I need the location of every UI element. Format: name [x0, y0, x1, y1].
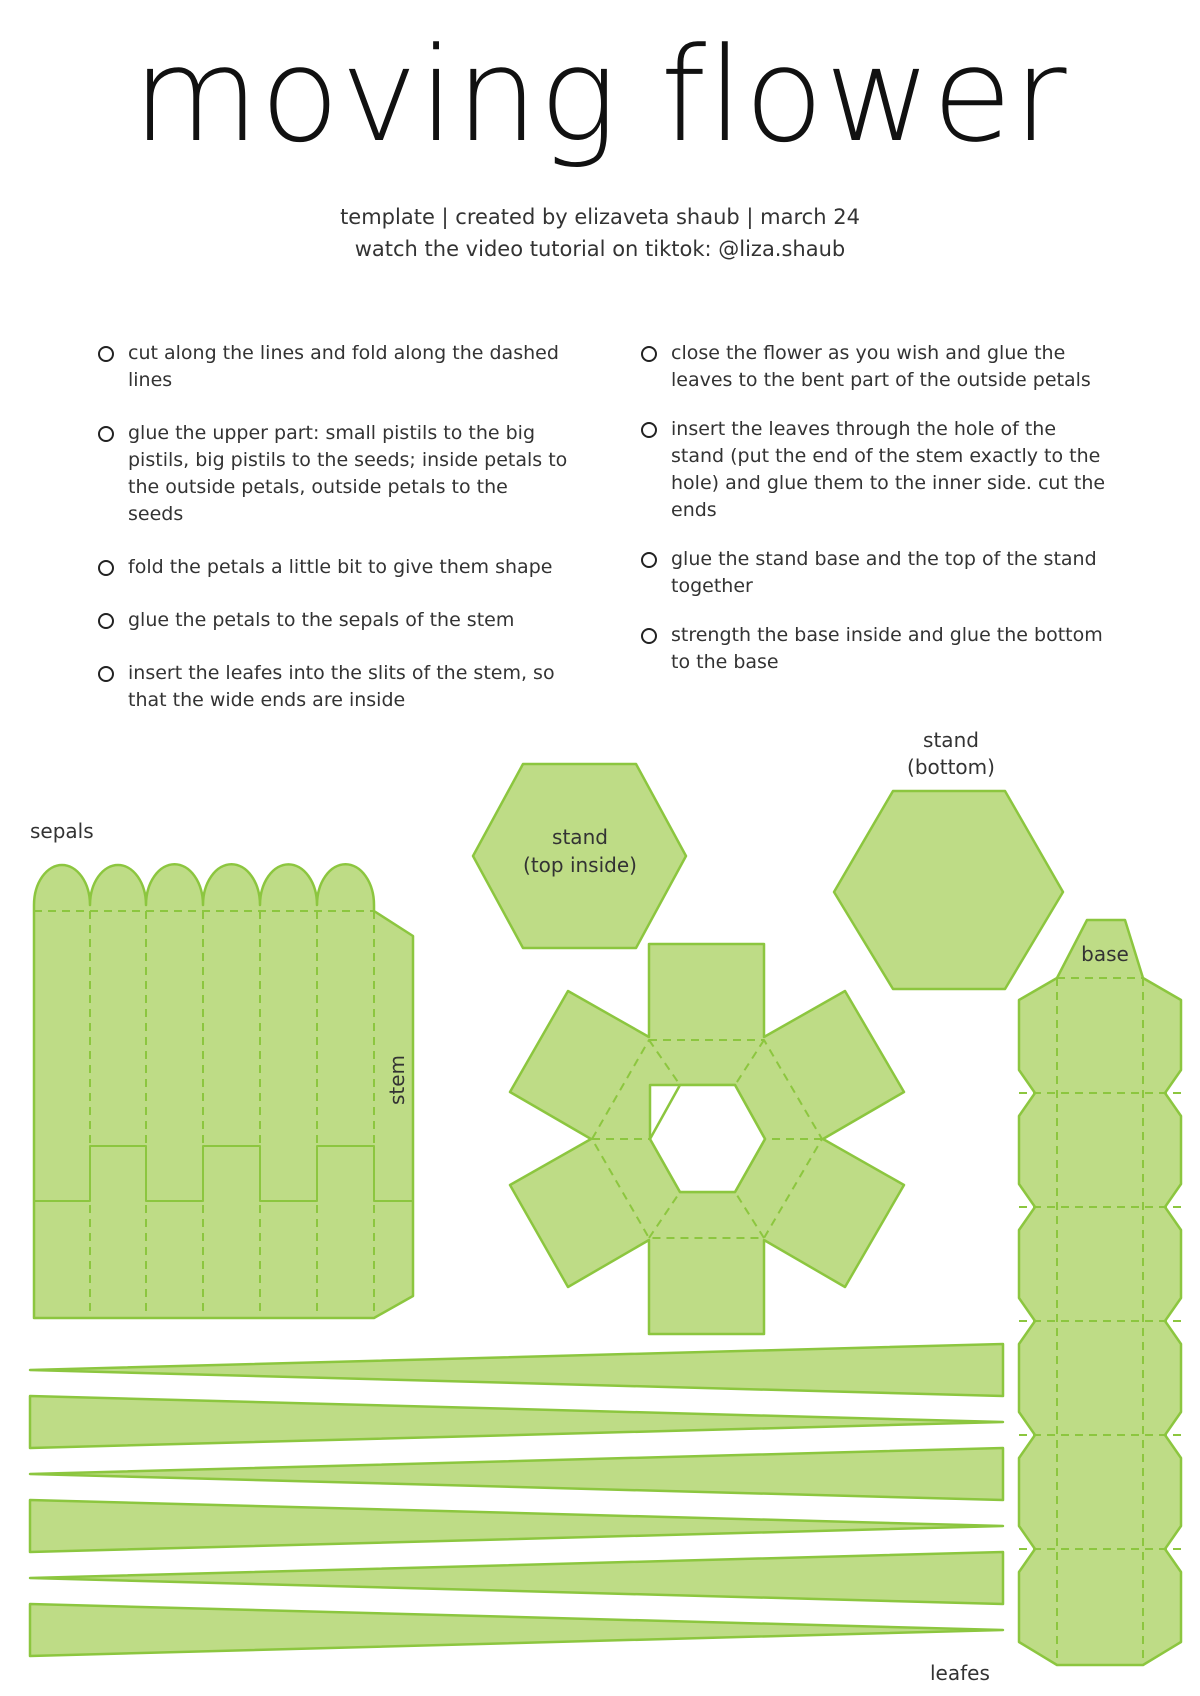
tutorial-note: watch the video tutorial on tiktok: @liza.shaub [354, 237, 846, 261]
step-4: glue the petals to the sepals of the stem [98, 607, 568, 634]
step-8: glue the stand base and the top of the stand together [641, 546, 1111, 600]
leaves-group [30, 1344, 1003, 1656]
leaf [30, 1448, 1003, 1500]
leaf [30, 1344, 1003, 1396]
label-stem: stem [385, 1054, 409, 1106]
stand-bottom-hexagon [834, 791, 1063, 989]
step-5: insert the leafes into the slits of the stem, so that the wide ends are inside [98, 660, 568, 714]
leaf [30, 1552, 1003, 1604]
label-stand-bottom-1: stand [923, 728, 979, 752]
label-stand-top-1: stand [552, 825, 608, 849]
leaf [30, 1500, 1003, 1552]
label-sepals: sepals [30, 819, 94, 843]
step-1: cut along the lines and fold along the dashed lines [98, 340, 568, 394]
sepals-stem-piece [34, 864, 413, 1318]
step-9: strength the base inside and glue the bottom to the base [641, 622, 1111, 676]
leaf [30, 1604, 1003, 1656]
step-7: insert the leaves through the hole of the stand (put the end of the stem exactly to the hole) and glue them to the inner side. cut the ends [641, 416, 1111, 524]
step-3: fold the petals a little bit to give them shape [98, 554, 568, 581]
label-base: base [1081, 942, 1129, 966]
flower-star-piece [510, 944, 904, 1334]
base-strip-piece [1019, 920, 1181, 1665]
page-title: moving flower [132, 19, 1068, 171]
step-2: glue the upper part: small pistils to the big pistils, big pistils to the seeds; inside petals to the outside petals, outside petals to the seeds [98, 420, 568, 528]
label-stand-bottom-2: (bottom) [907, 755, 995, 779]
leaf [30, 1396, 1003, 1448]
subtitle: template | created by elizaveta shaub | march 24 [340, 205, 860, 229]
label-stand-top-2: (top inside) [523, 853, 637, 877]
step-6: close the flower as you wish and glue the leaves to the bent part of the outside petals [641, 340, 1111, 394]
label-leafes: leafes [930, 1661, 990, 1685]
